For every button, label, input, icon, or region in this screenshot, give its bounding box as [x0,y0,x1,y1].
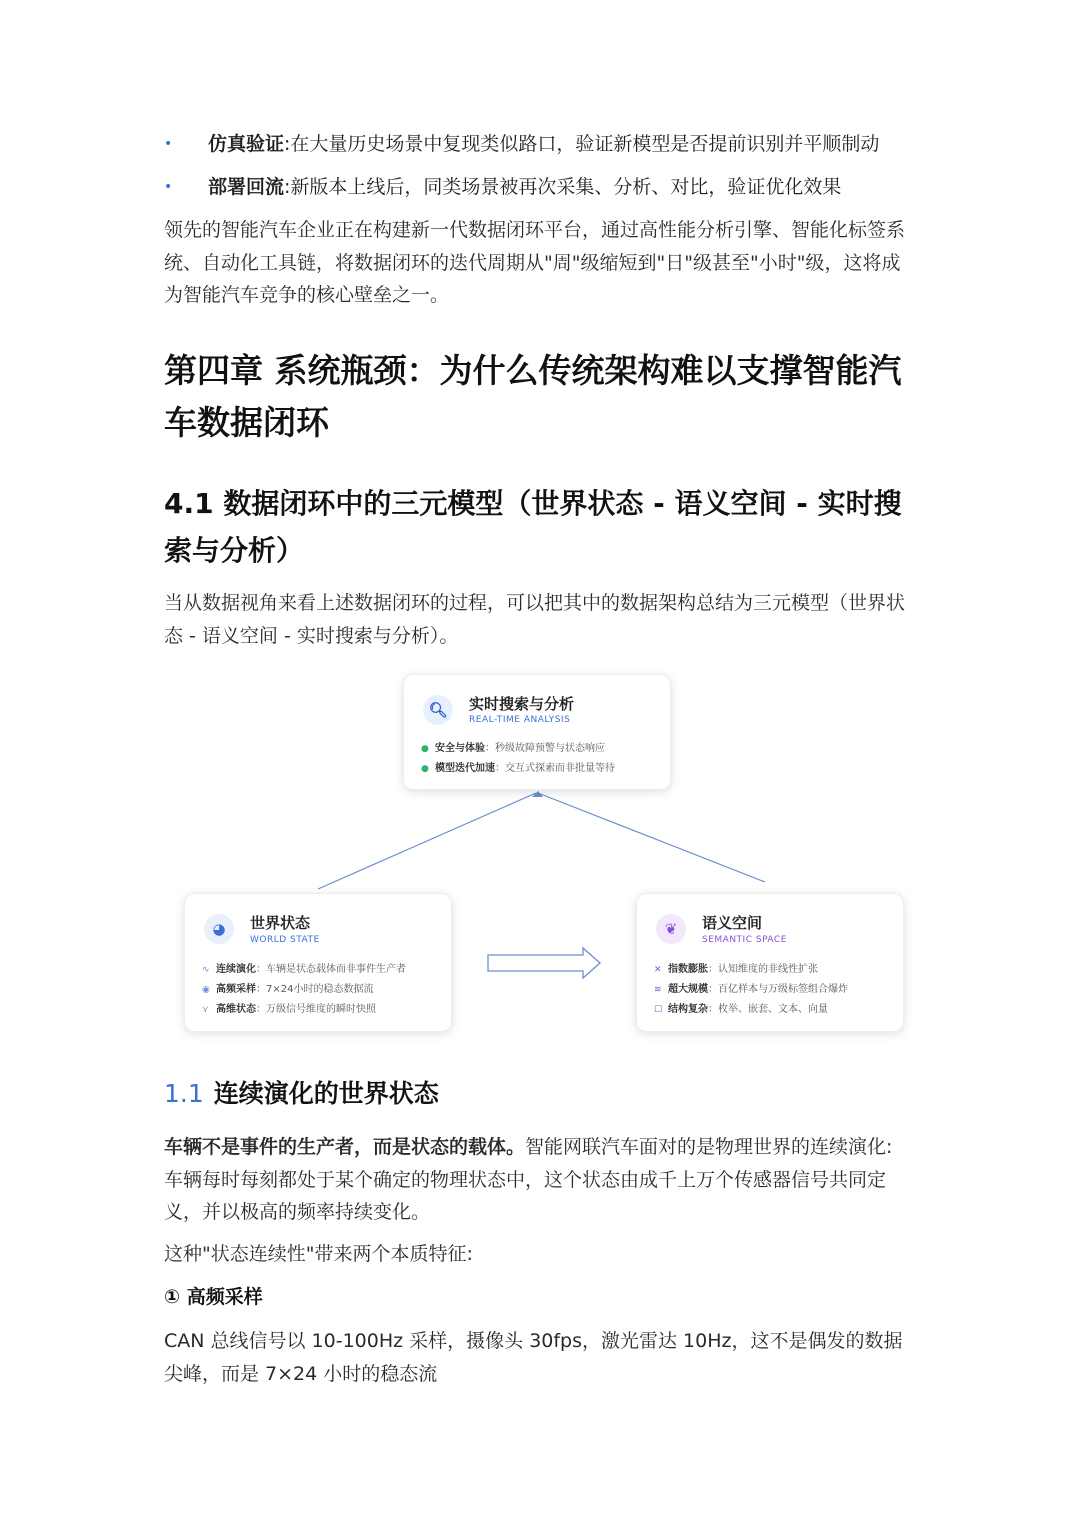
subsection-paragraph-bold: 车辆不是事件的生产者，而是状态的载体。 [164,1136,526,1158]
structure-icon: ☐ [654,1005,663,1015]
features-intro: 这种"状态连续性"带来两个本质特征: [164,1243,473,1265]
section-paragraph: 当从数据视角来看上述数据闭环的过程，可以把其中的数据架构总结为三元模型（世界状态 - 语义空间 - 实时搜索与分析）。 [164,592,906,647]
card-item: ≋ 超大规模：百亿样本与万级标签组合爆炸 [654,984,848,995]
bullet-dot-icon: • [164,179,173,195]
card-item: ✕ 指数膨胀：认知维度的非线性扩张 [654,964,818,975]
bullet-label: 部署回流 [208,176,285,198]
nodes-icon: ⋎ [202,1005,209,1015]
signal-icon: ◉ [202,985,210,995]
card-world-state [184,893,452,1032]
card-item: ⋎ 高维状态：万级信号维度的瞬时快照 [202,1004,376,1015]
card-subtitle: SEMANTIC SPACE [702,935,787,945]
chapter-title: 第四章 系统瓶颈：为什么传统架构难以支撑智能汽车数据闭环 [164,351,902,442]
globe-icon: ◕ [204,914,234,944]
feature-paragraph: CAN 总线信号以 10-100Hz 采样，摄像头 30fps，激光雷达 10Hz，这不是偶发的数据尖峰，而是 7×24 小时的稳态流 [164,1330,903,1385]
connector-left-to-top [318,793,536,889]
section-title: 4.1 数据闭环中的三元模型（世界状态 - 语义空间 - 实时搜索与分析） [164,487,902,567]
card-title: 语义空间 [702,914,763,932]
card-item: ☐ 结构复杂：枚举、嵌套、文本、向量 [654,1004,828,1015]
flow-arrow-icon [488,948,600,978]
feature-title: ① 高频采样 [164,1286,263,1308]
bullet-text: :在大量历史场景中复现类似路口，验证新模型是否提前识别并平顺制动 [284,133,880,155]
subsection-heading [164,1074,439,1114]
bullet-text: :新版本上线后，同类场景被再次采集、分析、对比，验证优化效果 [284,176,842,198]
search-icon: 🔍︎ [423,695,453,725]
connector-right-to-top [538,793,765,882]
card-item: ● 模型迭代加速：交互式探索而非批量等待 [421,763,615,774]
bullet-dot-icon: • [164,136,173,152]
check-circle-icon: ● [421,744,429,754]
card-item: ∿ 连续演化：车辆是状态载体而非事件生产者 [202,964,406,975]
brain-icon: ❦ [656,914,686,944]
card-semantic-space [636,893,904,1032]
subsection-number: 1.1 [164,1079,204,1108]
card-item: ◉ 高频采样：7×24小时的稳态数据流 [202,984,374,995]
bullet-label: 仿真验证 [208,133,285,155]
check-circle-icon: ● [421,764,429,774]
card-item: ● 安全与体验：秒级故障预警与状态响应 [421,743,605,754]
card-subtitle: WORLD STATE [250,935,320,945]
subsection-paragraph-text: 智能网联汽车面对的是物理世界的连续演化:车辆每时每刻都处于某个确定的物理状态中，这个状态由成千上万个传感器信号共同定义，并以极高的频率持续变化。 [164,1136,893,1223]
intro-paragraph: 领先的智能汽车企业正在构建新一代数据闭环平台，通过高性能分析引擎、智能化标签系统、自动化工具链，将数据闭环的迭代周期从"周"级缩短到"日"级甚至"小时"级，这将成为智能汽车竞争的核心壁垒之一。 [164,219,906,306]
card-title: 实时搜索与分析 [469,695,575,713]
connector-arrowhead [532,791,543,797]
subsection-title: 连续演化的世界状态 [213,1079,439,1108]
subsection-paragraph [164,1131,909,1229]
database-icon: ≋ [654,985,662,995]
expand-icon: ✕ [654,965,662,975]
wave-icon: ∿ [202,965,210,975]
card-title: 世界状态 [250,914,311,932]
card-subtitle: REAL-TIME ANALYSIS [469,715,571,725]
card-realtime-analysis [403,674,671,790]
